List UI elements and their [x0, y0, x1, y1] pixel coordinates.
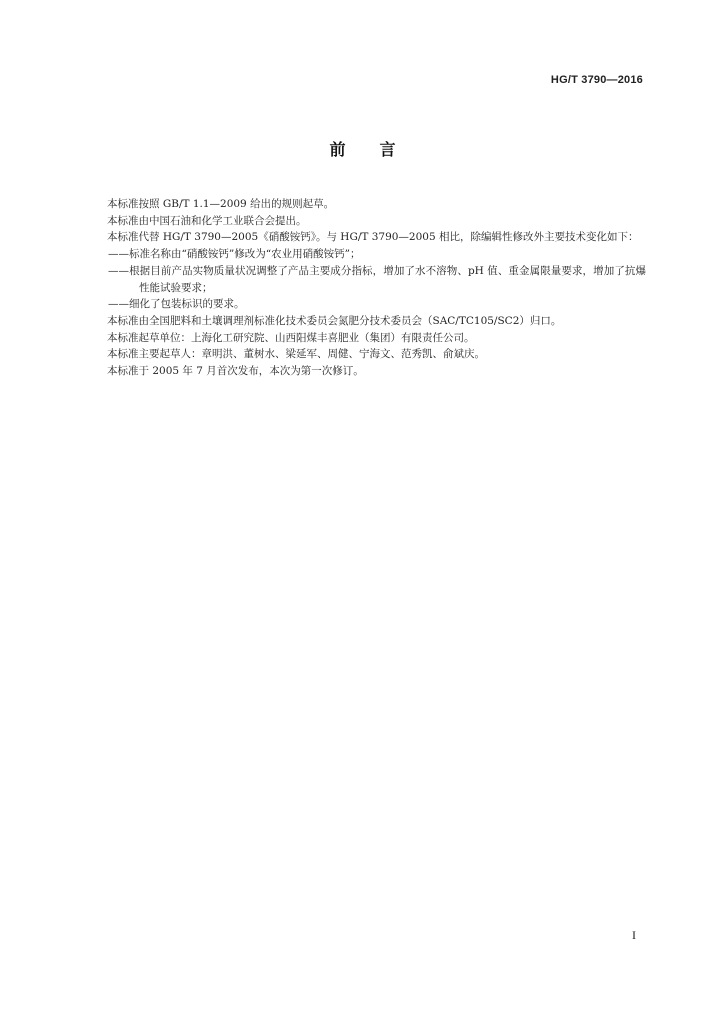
change-item-packaging: ——细化了包装标识的要求。 [108, 298, 245, 311]
change-item-indices: ——根据目前产品实物质量状况调整了产品主要成分指标，增加了水不溶物、pH 值、重金属限量要求，增加了抗爆性能试验要求； [108, 264, 646, 294]
page-number: I [632, 928, 636, 942]
standard-number: HG/T 3790—2016 [550, 74, 643, 86]
paragraph-drafting-units: 本标准起草单位：上海化工研究院、山西阳煤丰喜肥业（集团）有限责任公司。 [107, 331, 475, 344]
change-item-name: ——标准名称由“硝酸铵钙”修改为“农业用硝酸铵钙”； [108, 248, 361, 261]
foreword-body [86, 196, 646, 380]
paragraph-drafting-rules: 本标准按照 GB/T 1.1—2009 给出的规则起草。 [107, 198, 335, 210]
paragraph-publication-history: 本标准于 2005 年 7 月首次发布，本次为第一次修订。 [107, 365, 364, 378]
page-title: 前言 [329, 140, 430, 159]
paragraph-committee: 本标准由全国肥料和土壤调理剂标准化技术委员会氮肥分技术委员会（SAC/TC105/SC2）归口。 [107, 314, 562, 327]
paragraph-drafters: 本标准主要起草人：章明洪、董树水、梁延军、周健、宁海文、范秀凯、俞斌庆。 [107, 348, 485, 361]
paragraph-proposer: 本标准由中国石油和化学工业联合会提出。 [107, 214, 307, 227]
paragraph-replacement: 本标准代替 HG/T 3790—2005《硝酸铵钙》。与 HG/T 3790—2005 相比，除编辑性修改外主要技术变化如下： [107, 231, 639, 244]
